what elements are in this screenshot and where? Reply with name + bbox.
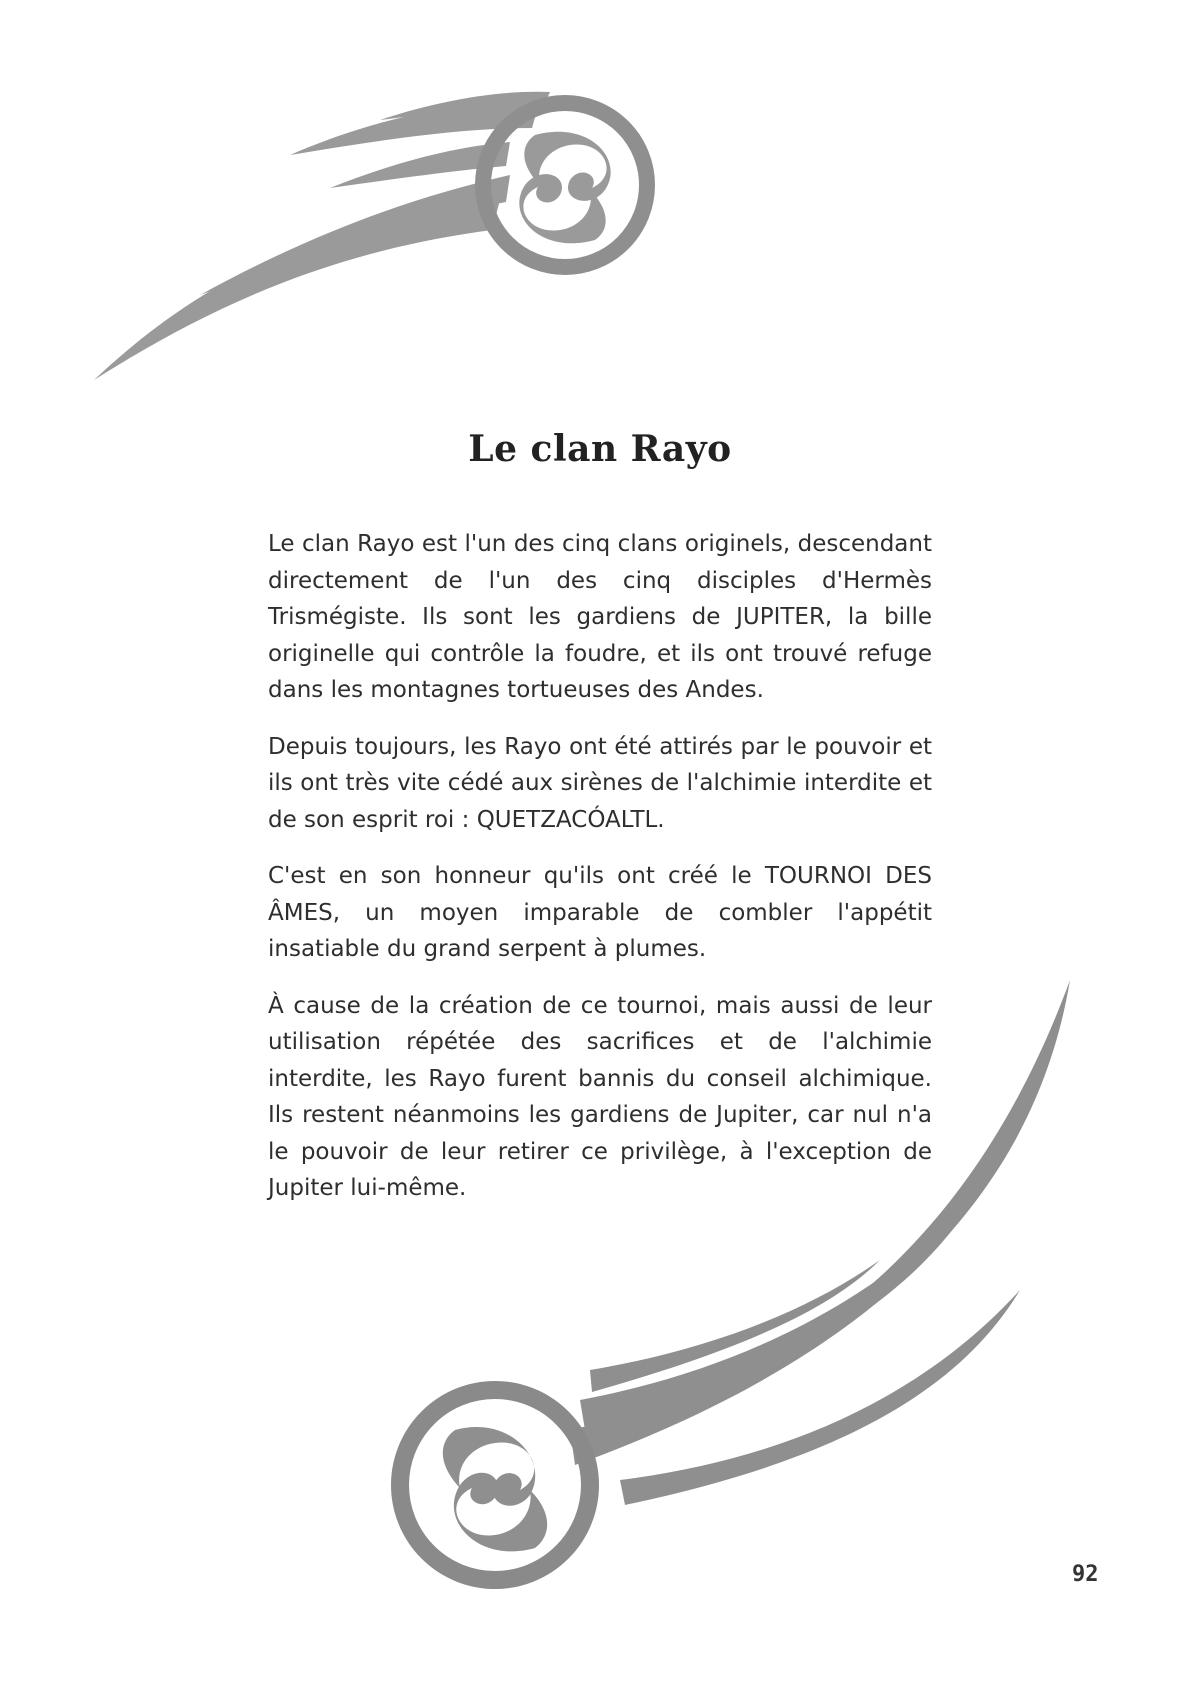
- paragraph: Depuis toujours, les Rayo ont été attirés par le pouvoir et ils ont très vite cédé aux sirènes de l'alchimie interdite et de son esprit roi : QUETZACÓALTL.: [268, 733, 932, 833]
- page-number: 92: [1072, 1562, 1099, 1587]
- paragraph: C'est en son honneur qu'ils ont créé le TOURNOI DES ÂMES, un moyen imparable de combler l'appétit insatiable du grand serpent à plumes.: [268, 863, 932, 962]
- paragraph: À cause de la création de ce tournoi, mais aussi de leur utilisation répétée des sacrifices et de l'alchimie interdite, les Rayo furent bannis du conseil alchimique. Ils restent néanmoins les gardiens de Jupiter, car nul n'a le pouvoir de leur retirer ce privilège, à l'exception de Jupiter lui-même.: [268, 992, 932, 1201]
- comet-bottom-icon: [360, 960, 1180, 1600]
- page-title: Le clan Rayo: [468, 428, 732, 470]
- comet-top-icon: [80, 80, 700, 410]
- paragraph: Le clan Rayo est l'un des cinq clans originels, descendant directement de l'un des cinq disciples d'Hermès Trismégiste. Ils sont les gardiens de JUPITER, la bille originelle qui contrôle la foudre, et ils ont trouvé refuge dans les montagnes tortueuses des Andes.: [268, 531, 932, 703]
